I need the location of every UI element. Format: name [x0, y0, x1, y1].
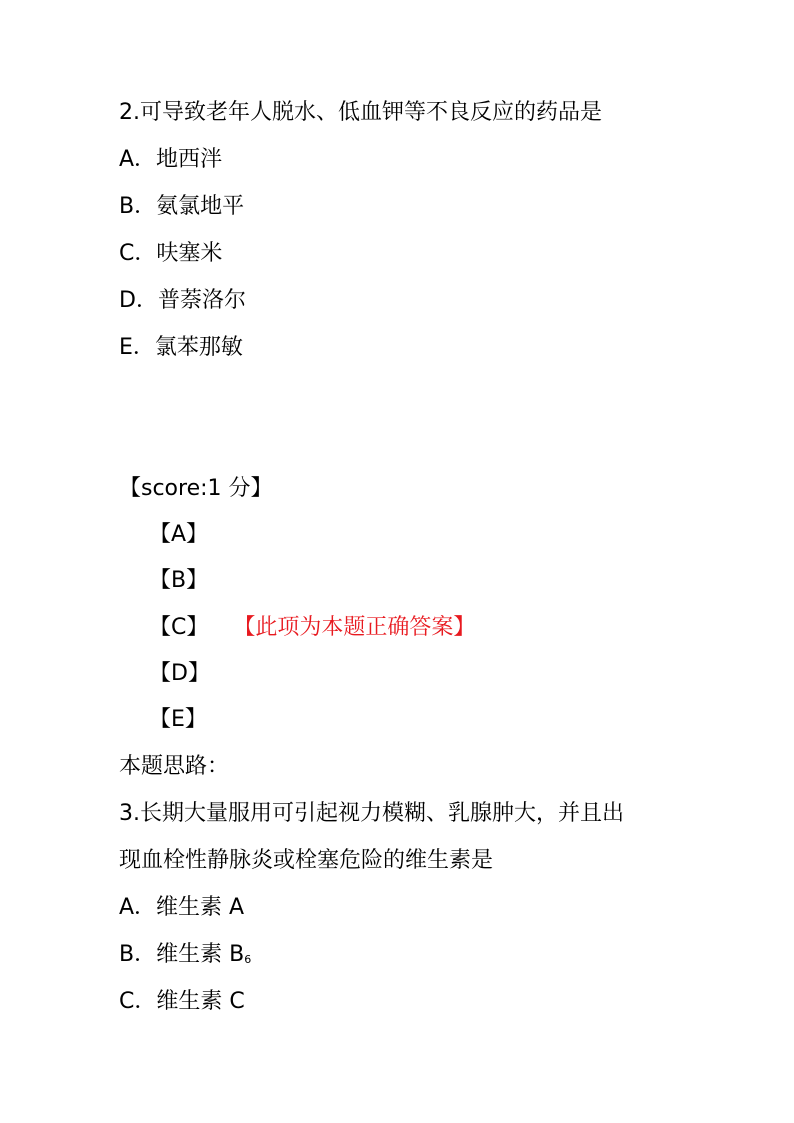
question-2-option-e: E．氯苯那敏 [119, 335, 243, 360]
question-2-option-d: D．普萘洛尔 [119, 288, 246, 313]
answer-choice-d: 【D】 [149, 661, 210, 686]
score-label: 【score:1 分】 [119, 476, 273, 501]
question-2-option-b: B．氨氯地平 [119, 194, 245, 219]
answer-choice-c: 【C】 [149, 615, 209, 640]
answer-choice-b: 【B】 [149, 568, 209, 593]
question-3-stem-line1: 3.长期大量服用可引起视力模糊、乳腺肿大，并且出 [119, 801, 624, 826]
correct-answer-note: 【此项为本题正确答案】 [244, 615, 476, 640]
answer-choice-e: 【E】 [149, 707, 207, 732]
question-3-option-b [119, 941, 251, 974]
answer-choice-a: 【A】 [149, 522, 209, 547]
rationale-label: 本题思路： [119, 754, 230, 779]
answer-choice-c-row [149, 614, 475, 642]
question-3-option-c: C．维生素 C [119, 989, 245, 1014]
question-3-stem-line2: 现血栓性静脉炎或栓塞危险的维生素是 [119, 848, 494, 873]
question-2-option-a: A．地西泮 [119, 147, 223, 172]
question-3-option-a: A．维生素 A [119, 895, 245, 920]
question-3-option-b-text: B．维生素 B [119, 942, 245, 967]
question-2-stem: 2.可导致老年人脱水、低血钾等不良反应的药品是 [119, 100, 602, 125]
question-3-option-b-subscript: 6 [244, 953, 252, 966]
question-2-option-c: C．呋塞米 [119, 241, 223, 266]
